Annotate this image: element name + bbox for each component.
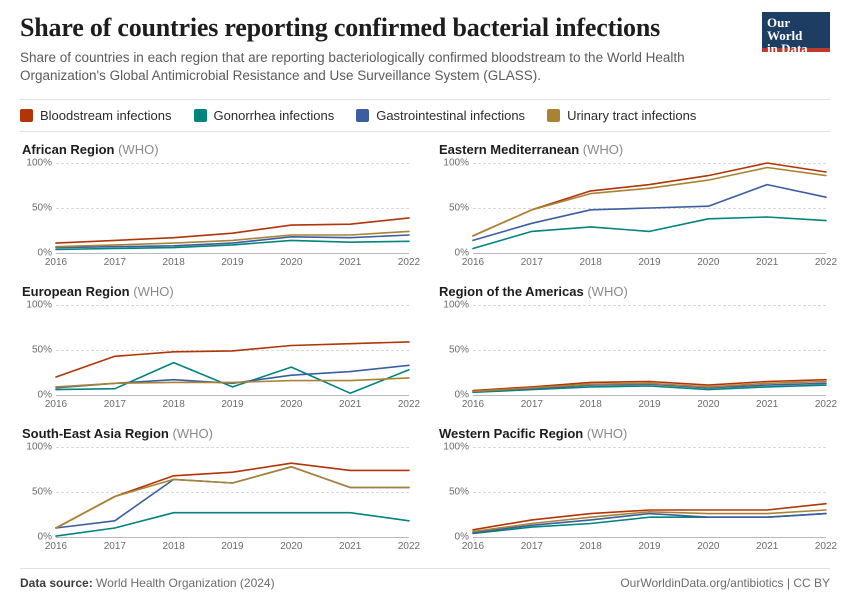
y-axis-tick-label: 100% (443, 441, 469, 453)
y-axis-tick-label: 0% (37, 389, 52, 401)
x-axis-tick-label: 2017 (520, 541, 543, 553)
x-axis-tick-label: 2019 (221, 541, 244, 553)
footer-attribution[interactable]: OurWorldinData.org/antibiotics | CC BY (620, 576, 830, 590)
series-line (56, 463, 409, 528)
x-axis-line (473, 395, 826, 396)
x-axis-tick-label: 2018 (162, 257, 185, 269)
x-axis-tick-label: 2018 (579, 257, 602, 269)
plot-area (437, 157, 838, 271)
x-axis-tick-label: 2022 (814, 399, 838, 411)
chart-panel (20, 142, 421, 282)
series-line (56, 467, 409, 528)
owid-logo-line1: Our World (767, 15, 803, 43)
x-axis-tick-label: 2020 (280, 541, 303, 553)
series-line (473, 217, 826, 249)
data-source (20, 576, 275, 590)
x-axis-tick-label: 2016 (44, 257, 68, 269)
x-axis-labels (44, 541, 421, 555)
legend-item[interactable] (194, 108, 335, 123)
x-axis-tick-label: 2021 (339, 257, 362, 269)
x-axis-tick-label: 2019 (638, 257, 661, 269)
x-axis-tick-label: 2017 (103, 399, 126, 411)
y-axis-tick-label: 100% (26, 299, 52, 311)
x-axis-tick-label: 2022 (397, 541, 421, 553)
x-axis-labels (461, 541, 838, 555)
series-lines (473, 305, 826, 395)
chart-panel (20, 284, 421, 424)
series-line (56, 513, 409, 536)
chart-footer (20, 568, 830, 590)
x-axis-tick-label: 2021 (756, 541, 779, 553)
page-subtitle: Share of countries in each region that are reporting bacteriologically confirmed bloodstream to the World Health Organization's Global Antimicrobial Resistance and Use Surveillance System (GLASS). (20, 49, 685, 83)
x-axis-tick-label: 2018 (162, 541, 185, 553)
y-axis-tick-label: 50% (448, 486, 469, 498)
panel-title (20, 284, 413, 299)
chart-panel (20, 426, 421, 566)
x-axis-line (56, 253, 409, 254)
panel-who-suffix: (WHO) (133, 284, 174, 300)
x-axis-labels (44, 257, 421, 271)
x-axis-tick-label: 2017 (103, 541, 126, 553)
chart-legend (20, 99, 830, 132)
x-axis-tick-label: 2022 (397, 257, 421, 269)
y-axis-tick-label: 50% (31, 344, 52, 356)
x-axis-tick-label: 2020 (697, 541, 720, 553)
x-axis-labels (461, 257, 838, 271)
series-lines (56, 447, 409, 537)
owid-logo-line2: in Data (767, 41, 808, 56)
page-title: Share of countries reporting confirmed bacterial infections (20, 13, 661, 42)
legend-item[interactable] (547, 108, 696, 123)
x-axis-tick-label: 2016 (461, 399, 485, 411)
legend-item[interactable] (356, 108, 525, 123)
x-axis-tick-label: 2020 (697, 399, 720, 411)
y-axis-tick-label: 100% (26, 157, 52, 169)
y-axis-tick-label: 0% (454, 389, 469, 401)
panel-title (437, 426, 830, 441)
legend-item[interactable] (20, 108, 172, 123)
y-axis-tick-label: 0% (454, 531, 469, 543)
panel-region-name: Western Pacific Region (439, 426, 584, 442)
y-axis-tick-label: 50% (31, 486, 52, 498)
x-axis-line (473, 253, 826, 254)
x-axis-tick-label: 2016 (44, 399, 68, 411)
series-line (56, 218, 409, 243)
x-axis-tick-label: 2022 (397, 399, 421, 411)
x-axis-tick-label: 2017 (103, 257, 126, 269)
x-axis-tick-label: 2019 (221, 399, 244, 411)
legend-swatch-icon (20, 109, 33, 122)
y-axis-tick-label: 100% (443, 157, 469, 169)
x-axis-tick-label: 2021 (339, 399, 362, 411)
chart-panel (437, 284, 838, 424)
legend-swatch-icon (194, 109, 207, 122)
panel-region-name: Region of the Americas (439, 284, 584, 300)
x-axis-tick-label: 2021 (756, 257, 779, 269)
series-lines (473, 163, 826, 253)
x-axis-tick-label: 2016 (461, 541, 485, 553)
chart-panel (437, 426, 838, 566)
y-axis-tick-label: 50% (448, 344, 469, 356)
legend-label: Gastrointestinal infections (376, 108, 526, 124)
x-axis-tick-label: 2020 (280, 257, 303, 269)
panel-who-suffix: (WHO) (172, 426, 213, 442)
legend-label: Urinary tract infections (567, 108, 697, 124)
panel-who-suffix: (WHO) (587, 284, 628, 300)
panel-region-name: South-East Asia Region (22, 426, 169, 442)
x-axis-tick-label: 2017 (520, 257, 543, 269)
x-axis-tick-label: 2021 (756, 399, 779, 411)
panel-region-name: Eastern Mediterranean (439, 142, 580, 158)
x-axis-labels (44, 399, 421, 413)
plot-area (437, 441, 838, 555)
data-source-label: Data source: (20, 576, 93, 590)
panel-who-suffix: (WHO) (118, 142, 159, 158)
plot-area (20, 299, 421, 413)
x-axis-tick-label: 2016 (44, 541, 68, 553)
y-axis-tick-label: 0% (454, 247, 469, 259)
x-axis-tick-label: 2019 (638, 541, 661, 553)
small-multiples-grid (20, 142, 838, 566)
panel-who-suffix: (WHO) (586, 426, 628, 442)
panel-title (437, 284, 830, 299)
legend-label: Gonorrhea infections (213, 108, 335, 124)
x-axis-tick-label: 2022 (814, 257, 838, 269)
x-axis-line (56, 537, 409, 538)
series-lines (56, 305, 409, 395)
panel-title (20, 142, 413, 157)
series-lines (473, 447, 826, 537)
panel-title (437, 142, 830, 157)
x-axis-labels (461, 399, 838, 413)
x-axis-tick-label: 2017 (520, 399, 543, 411)
panel-who-suffix: (WHO) (582, 142, 624, 158)
x-axis-tick-label: 2020 (280, 399, 303, 411)
x-axis-line (56, 395, 409, 396)
series-line (56, 363, 409, 394)
y-axis-tick-label: 50% (448, 202, 469, 214)
panel-region-name: European Region (22, 284, 130, 300)
plot-area (20, 157, 421, 271)
x-axis-tick-label: 2021 (339, 541, 362, 553)
owid-logo[interactable] (762, 12, 830, 56)
series-lines (56, 163, 409, 253)
panel-title (20, 426, 413, 441)
data-source-text: World Health Organization (2024) (96, 576, 275, 590)
legend-swatch-icon (547, 109, 560, 122)
panel-region-name: African Region (22, 142, 115, 158)
legend-swatch-icon (356, 109, 369, 122)
plot-area (20, 441, 421, 555)
x-axis-tick-label: 2018 (162, 399, 185, 411)
x-axis-tick-label: 2020 (697, 257, 720, 269)
y-axis-tick-label: 50% (31, 202, 52, 214)
x-axis-tick-label: 2019 (638, 399, 661, 411)
x-axis-line (473, 537, 826, 538)
plot-area (437, 299, 838, 413)
x-axis-tick-label: 2019 (221, 257, 244, 269)
x-axis-tick-label: 2022 (814, 541, 838, 553)
series-line (56, 467, 409, 528)
x-axis-tick-label: 2018 (579, 399, 602, 411)
legend-label: Bloodstream infections (40, 108, 172, 124)
y-axis-tick-label: 0% (37, 531, 52, 543)
y-axis-tick-label: 100% (26, 441, 52, 453)
chart-panel (437, 142, 838, 282)
x-axis-tick-label: 2018 (579, 541, 602, 553)
chart-header (20, 14, 830, 85)
y-axis-tick-label: 0% (37, 247, 52, 259)
x-axis-tick-label: 2016 (461, 257, 485, 269)
series-line (56, 378, 409, 387)
y-axis-tick-label: 100% (443, 299, 469, 311)
